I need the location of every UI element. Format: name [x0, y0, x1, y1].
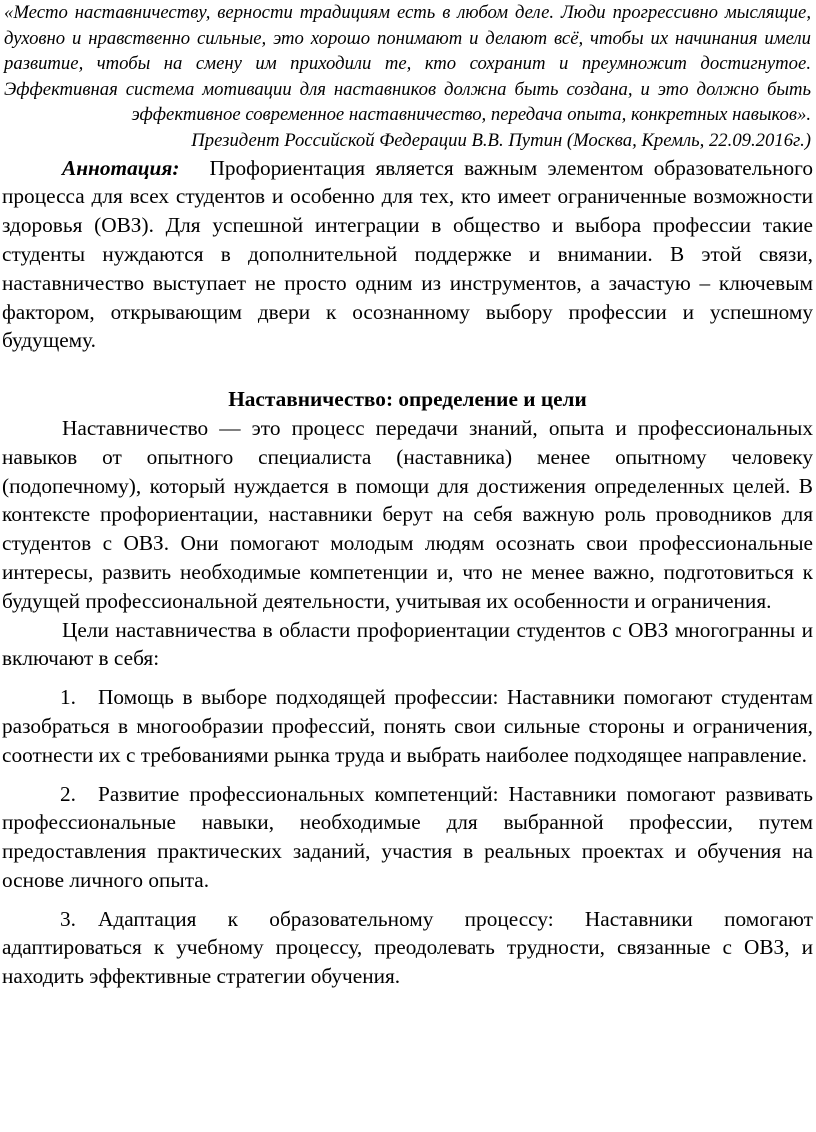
list-item-number: 2.	[60, 781, 76, 806]
list-item-text: Помощь в выборе подходящей профессии: Наставники помогают студентам разобраться в многообразии профессий, понять свои сильные стороны и ограничения, соотнести их с требованиями рынка труда и выбрать наиболее подходящее направление.	[2, 685, 813, 767]
list-item-number: 1.	[60, 685, 76, 710]
section-paragraph-2: Цели наставничества в области профориентации студентов с ОВЗ многогранны и включают в себя:	[2, 617, 813, 671]
list-item-text: Адаптация к образовательному процессу: Наставники помогают адаптироваться к учебному процессу, преодолевать трудности, связанные с ОВЗ, и находить эффективные стратегии обучения.	[2, 906, 813, 989]
section-heading: Наставничество: определение и цели	[228, 387, 587, 412]
list-item	[2, 780, 813, 895]
epigraph	[0, 0, 816, 154]
epigraph-author: Президент Российской Федерации В.В. Путин (Москва, Кремль, 22.09.2016г.)	[191, 129, 811, 151]
annotation-text: Профориентация является важным элементом образовательного процесса для всех студентов и особенно для тех, кто имеет ограниченные возможности здоровья (ОВЗ). Для успешной интеграции в общество и выбора профессии такие студенты нуждаются в дополнительной поддержке и внимании. В этой связи, наставничество выступает не просто одним из инструментов, а зачастую – ключевым фактором, открывающим двери к осознанному выбору профессии и успешному будущему.	[2, 155, 813, 353]
annotation-paragraph	[2, 154, 813, 356]
epigraph-quote: «Место наставничеству, верности традициям есть в любом деле. Люди прогрессивно мыслящие, духовно и нравственно сильные, это хорошо понимают и делают всё, чтобы их начинания имели развитие, чтобы на смену им приходили те, кто сохранит и преумножит достигнутое. Эффективная система мотивации для наставников должна быть создана, и это должно быть эффективное современное наставничество, передача опыта, конкретных навыков».	[4, 2, 811, 126]
section-paragraph-1: Наставничество — это процесс передачи знаний, опыта и профессиональных навыков от опытного специалиста (наставника) менее опытному человеку (подопечному), который нуждается в помощи для достижения определенных целей. В контексте профориентации, наставники берут на себя важную роль проводников для студентов с ОВЗ. Они помогают молодым людям осознать свои профессиональные интересы, развить необходимые компетенции и, что не менее важно, подготовиться к будущей профессиональной деятельности, учитывая их особенности и ограничения.	[2, 415, 813, 613]
list-item	[2, 905, 813, 991]
list-item-number: 3.	[60, 906, 76, 931]
list-item	[2, 683, 813, 769]
list-item-text: Развитие профессиональных компетенций: Наставники помогают развивать профессиональные навыки, необходимые для выбранной профессии, путем предоставления практических заданий, участия в реальных проектах и обучения на основе личного опыта.	[2, 781, 813, 892]
annotation-label: Аннотация:	[62, 155, 180, 180]
